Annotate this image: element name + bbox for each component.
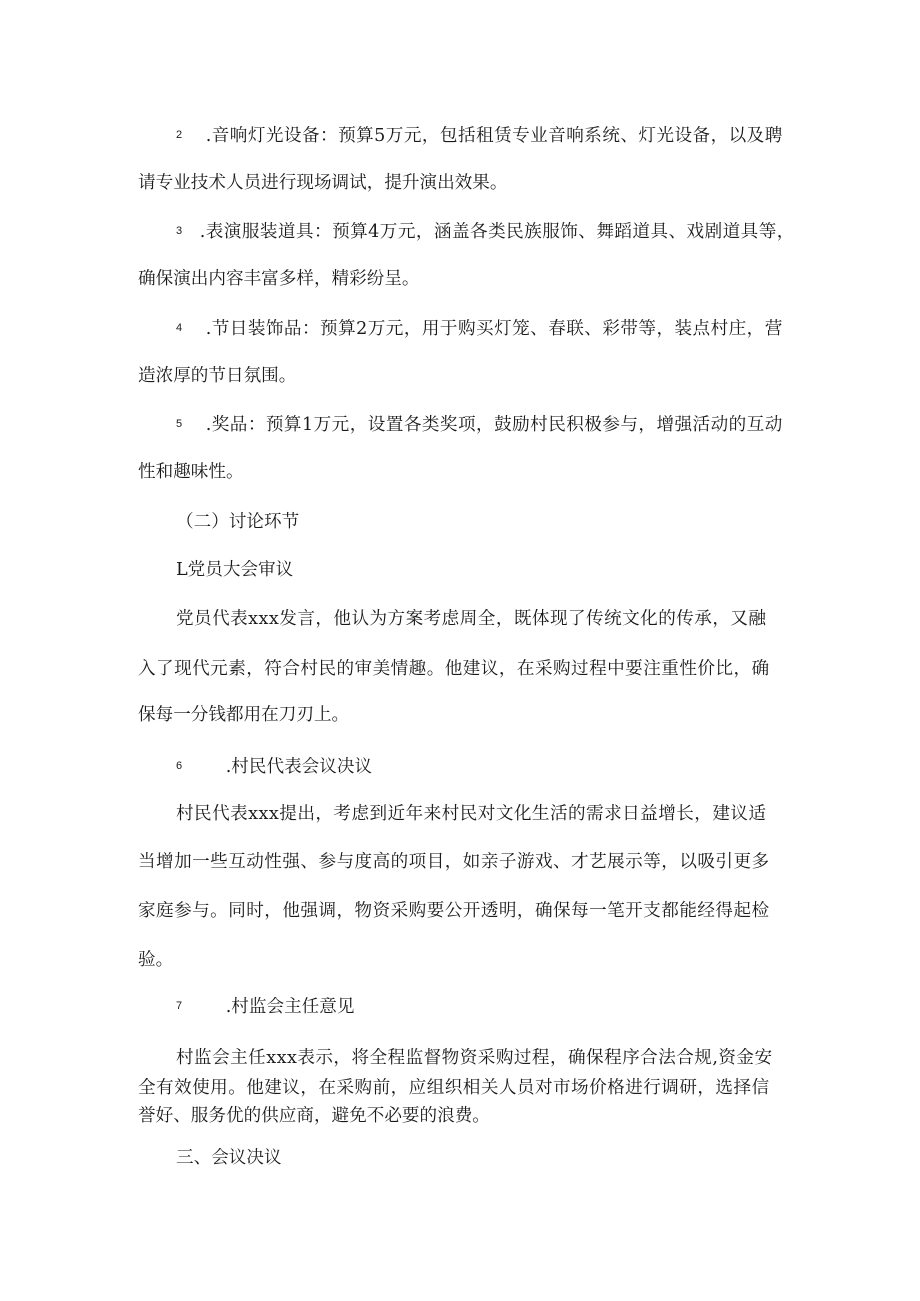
budget-item-3-cont: 确保演出内容丰富多样，精彩纷呈。 bbox=[138, 269, 420, 289]
villager-para-line: 村民代表xxx提出，考虑到近年来村民对文化生活的需求日益增长，建议适 bbox=[176, 804, 767, 824]
section-heading-resolution: 三、会议决议 bbox=[176, 1148, 282, 1168]
budget-item-4 bbox=[176, 321, 783, 339]
budget-item-5-cont: 性和趣味性。 bbox=[138, 462, 244, 482]
budget-item-5 bbox=[176, 417, 783, 435]
item-number: 5 bbox=[176, 418, 183, 430]
villager-para-line: 当增加一些互动性强、参与度高的项目，如亲子游戏、才艺展示等，以吸引更多 bbox=[138, 852, 770, 872]
villager-para-line: 验。 bbox=[138, 950, 174, 970]
villager-para-line: 家庭参与。同时，他强调，物资采购要公开透明，确保每一笔开支都能经得起检 bbox=[138, 901, 770, 921]
item-number: 3 bbox=[176, 225, 183, 237]
party-para-line: 党员代表xxx发言，他认为方案考虑周全，既体现了传统文化的传承，又融 bbox=[176, 609, 767, 629]
villager-meeting-heading bbox=[176, 759, 372, 777]
item-text: .表演服装道具：预算4万元，涵盖各类民族服饰、舞蹈道具、戏剧道具等， bbox=[199, 222, 795, 242]
budget-item-4-cont: 造浓厚的节日氛围。 bbox=[138, 366, 297, 386]
heading-text: .村民代表会议决议 bbox=[225, 757, 373, 777]
party-meeting-heading: L党员大会审议 bbox=[176, 560, 294, 580]
party-para-line: 保每一分钱都用在刀刃上。 bbox=[138, 705, 350, 725]
heading-number: 6 bbox=[176, 760, 183, 772]
item-text: .音响灯光设备：预算5万元，包括租赁专业音响系统、灯光设备，以及聘 bbox=[205, 126, 783, 146]
budget-item-2-cont: 请专业技术人员进行现场调试，提升演出效果。 bbox=[138, 173, 508, 193]
section-heading-discussion: （二）讨论环节 bbox=[176, 512, 300, 532]
item-text: .奖品：预算1万元，设置各类奖项，鼓励村民积极参与，增强活动的互动 bbox=[205, 415, 783, 435]
supervisor-para-line: 誉好、服务优的供应商，避免不必要的浪费。 bbox=[138, 1106, 490, 1126]
party-para-line: 入了现代元素，符合村民的审美情趣。他建议，在采购过程中要注重性价比，确 bbox=[138, 659, 770, 679]
supervisor-para-line: 全有效使用。他建议，在采购前，应组织相关人员对市场价格进行调研，选择信 bbox=[138, 1078, 770, 1098]
item-number: 4 bbox=[176, 322, 183, 334]
budget-item-3 bbox=[176, 224, 795, 242]
item-text: .节日装饰品：预算2万元，用于购买灯笼、春联、彩带等，装点村庄，营 bbox=[205, 319, 783, 339]
supervisor-para-line: 村监会主任xxx表示，将全程监督物资采购过程，确保程序合法合规,资金安 bbox=[176, 1048, 773, 1068]
supervisor-heading bbox=[176, 999, 354, 1017]
heading-number: 7 bbox=[176, 1000, 183, 1012]
heading-text: .村监会主任意见 bbox=[225, 997, 355, 1017]
item-number: 2 bbox=[176, 129, 183, 141]
budget-item-2 bbox=[176, 128, 783, 146]
